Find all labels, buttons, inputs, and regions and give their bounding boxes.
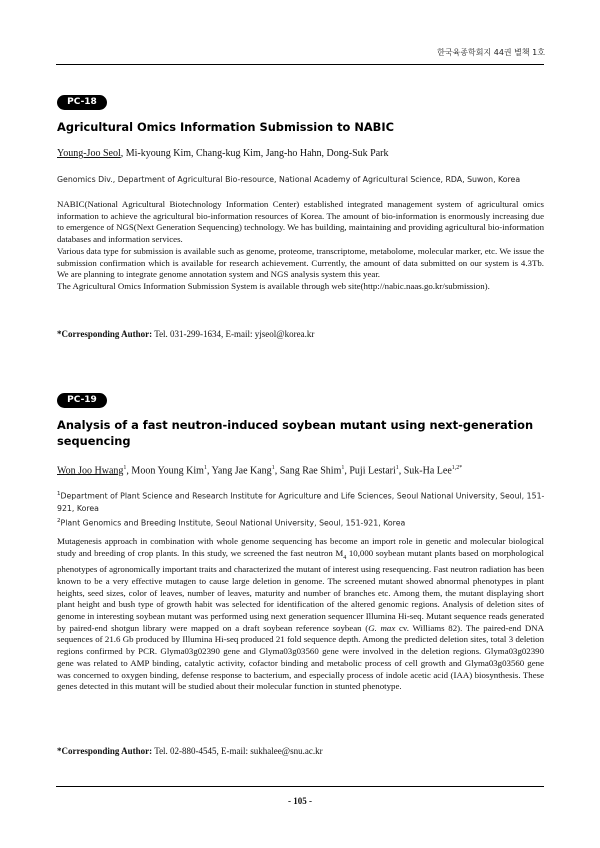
pc18-first-author: Young-Joo Seol	[57, 148, 121, 159]
pc18-paragraph: The Agricultural Omics Information Submission System is available through web site(http://nabic.naas.go.kr/submission).	[57, 280, 490, 291]
pc19-author: Won Joo Hwang	[57, 465, 124, 477]
author-sup: 1	[123, 465, 127, 471]
pc18-authors	[57, 147, 547, 161]
pc19-author: Suk-Ha Lee	[403, 465, 452, 477]
pc19-author: Puji Lestari	[349, 465, 396, 477]
author-sup: 1	[203, 465, 207, 471]
abstract-italic: G. max	[368, 622, 396, 633]
pc19-abstract	[57, 536, 544, 693]
author-sup: 1	[271, 465, 275, 471]
pc19-affiliation-1	[57, 488, 549, 515]
author-sup: 1,2*	[451, 465, 463, 471]
affil-sup: 2	[57, 517, 61, 524]
author-sep: ,	[274, 465, 280, 477]
pc19-title: Analysis of a fast neutron-induced soybean mutant using next-generation sequencing	[57, 418, 534, 448]
pc19-corresponding	[57, 745, 323, 757]
journal-header: 한국육종학회지 44권 별책 1호	[437, 48, 545, 57]
pc18-other-authors: , Mi-kyoung Kim, Chang-kug Kim, Jang-ho Hahn, Dong-Suk Park	[120, 148, 389, 159]
pc19-authors	[57, 461, 547, 478]
pc19-author: Moon Young Kim	[131, 465, 204, 477]
pc18-abstract	[57, 199, 544, 293]
abstract-text: 10,000 soybean mutant plants based on morphological phenotypes of agronomically important traits and characterized the mutant of interest using resequencing. Fast neutron radiation has been known to be a very effective mutagen to cause large deletion in genome. The screened mutant showed abnormal phenotypes in plant heights, seed sizes, color of leaves, number of leaves, maturity and number of branches etc. Among them, the mutant displaying short plant height and bush type of growth habit was selected for identification of the altered genomic regions. Analysis of deletion sites of genome in interesting soybean mutant was performed using next generation sequencer Illumina Hi-seq. Mutant sequence reads generated by paired-end shotgun library were mapped on a draft soybean reference soybean (	[57, 547, 544, 633]
header-rule	[56, 64, 544, 65]
affil-sup: 1	[57, 491, 61, 497]
page-number: - 105 -	[288, 796, 312, 806]
pc19-affiliations	[57, 488, 549, 529]
author-sep: ,	[344, 465, 350, 477]
author-sep: ,	[126, 465, 132, 477]
pc18-badge: PC-18	[57, 95, 107, 110]
pc18-corr-label: *Corresponding Author:	[57, 329, 153, 339]
pc19-author: Sang Rae Shim	[279, 465, 342, 477]
author-sep: ,	[398, 465, 404, 477]
pc18-paragraph: NABIC(National Agricultural Biotechnology Information Center) established integrated management system of agricultural omics information to achieve the agricultural bio-information resources of Korea. The amount of bio-information is enormously increasing due to emergence of NGS(Next Generation Sequencing) technology. We has building, maintaining and providing agricultural bio-information databases and information services.	[57, 199, 544, 245]
pc19-corr-label: *Corresponding Author:	[57, 746, 153, 756]
pc18-title: Agricultural Omics Information Submission to NABIC	[57, 120, 394, 134]
pc18-corresponding	[57, 328, 314, 340]
pc18-corr-text: Tel. 031-299-1634, E-mail: yjseol@korea.kr	[152, 329, 315, 339]
pc19-corr-text: Tel. 02-880-4545, E-mail: sukhalee@snu.ac.kr	[152, 746, 323, 756]
affil-text: Department of Plant Science and Research Institute for Agriculture and Life Sciences, Seoul National University, Seoul, 151-921, Korea	[57, 491, 545, 513]
pc19-badge: PC-19	[57, 393, 107, 408]
pc18-affiliation: Genomics Div., Department of Agricultural Bio-resource, National Academy of Agricultural Science, RDA, Suwon, Korea	[57, 175, 521, 184]
author-sep: ,	[206, 465, 212, 477]
pc19-affiliation-2	[57, 515, 549, 530]
abstract-subscript: 4	[343, 554, 347, 561]
abstract-text: Mutagenesis approach in combination with whole genome sequencing has become an import role in genetic and molecular biological study and breeding of crop plants. In this study, we screened the fast neutron M	[57, 536, 544, 558]
footer-rule	[56, 786, 544, 787]
author-sup: 1	[395, 465, 399, 471]
author-sup: 1	[341, 465, 345, 471]
abstract-text: cv. Williams 82). The paired-end DNA sequences of 21.6 Gb produced by Illumina Hi-seq produced 21 fold sequence depth. Among the predicted deletion sites, total 3 deletion regions confirmed by PCR. Glyma03g02390 gene and Glyma03g03560 gene were involved in the deletion regions. Glyma03g02390 gene was related to AMP binding, catalytic activity, cofactor binding and metabolic process of cell growth and Glyma03g03560 gene was concerned to oxygen binding, defense response to bacterium, and especially process of indole acetic acid (IAA) biosynthesis. These genes detected in this mutant will be studied about their molecular function in stunted phenotype.	[57, 622, 544, 692]
pc18-paragraph: Various data type for submission is available such as genome, proteome, transcriptome, metabolome, molecular marker, etc. We issue the submission confirmation which is available for research achievement. Currently, the amount of data submitted on our system is 4.3Tb. We are planning to integrate genome annotation system and NGS analysis system this year.	[57, 245, 544, 280]
affil-text: Plant Genomics and Breeding Institute, Seoul National University, Seoul, 151-921, Korea	[60, 518, 406, 528]
pc19-author: Yang Jae Kang	[211, 465, 272, 477]
